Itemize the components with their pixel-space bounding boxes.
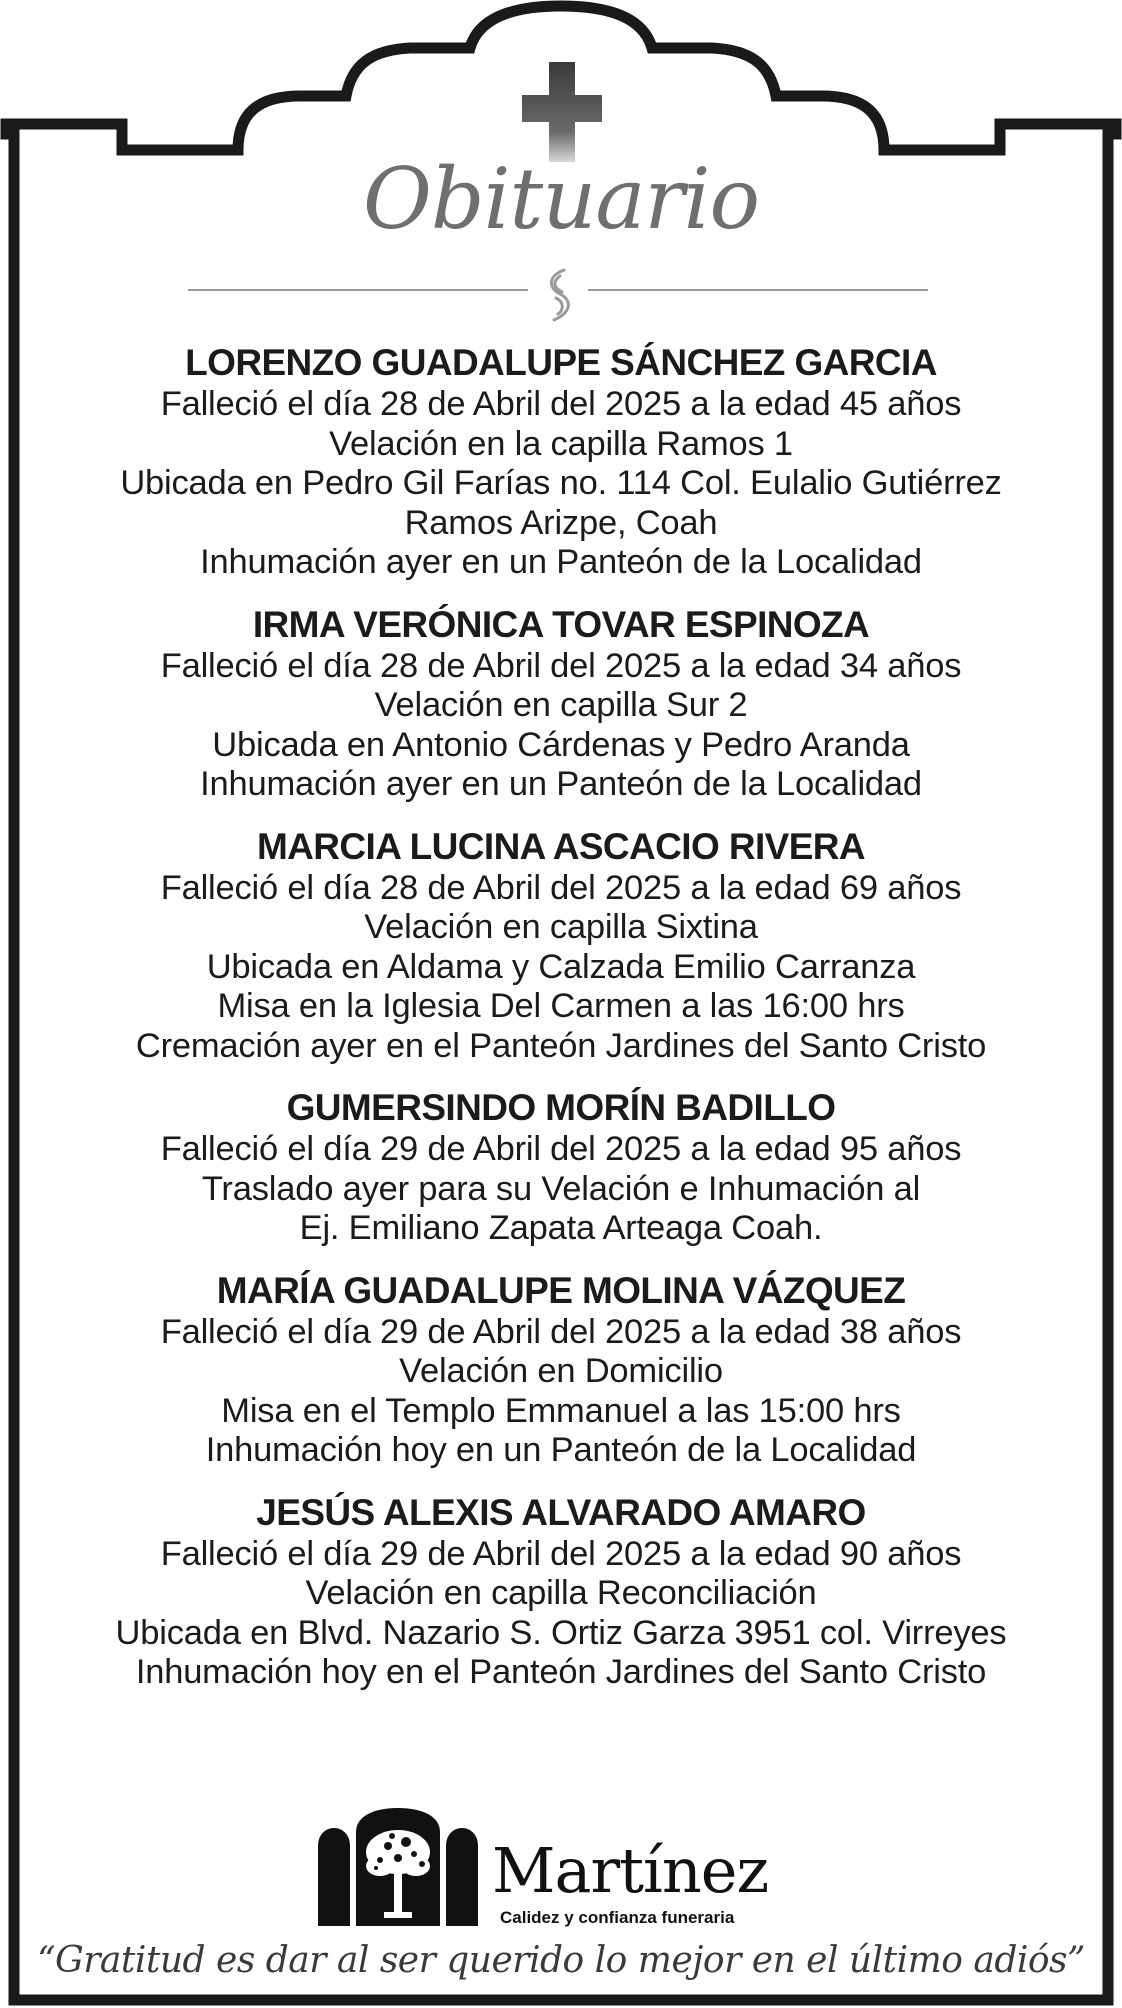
entry-detail-line: Ubicada en Antonio Cárdenas y Pedro Aranda xyxy=(212,725,910,764)
entry-detail-line: Misa en el Templo Emmanuel a las 15:00 hrs xyxy=(221,1391,901,1430)
entry-detail-line: Falleció el día 29 de Abril del 2025 a la edad 90 años xyxy=(160,1534,962,1573)
entry-detail-line: Traslado ayer para su Velación e Inhumación al xyxy=(201,1169,921,1208)
deceased-name: LORENZO GUADALUPE SÁNCHEZ GARCIA xyxy=(185,342,937,383)
entry-detail-line: Cremación ayer en el Panteón Jardines del Santo Cristo xyxy=(135,1026,987,1065)
entry-detail-line: Ubicada en Pedro Gil Farías no. 114 Col. Eulalio Gutiérrez xyxy=(120,464,1002,502)
entry-detail-line: Misa en la Iglesia Del Carmen a las 16:00 hrs xyxy=(217,987,905,1025)
entry-detail-line: Velación en capilla Sur 2 xyxy=(374,686,748,724)
entry-detail-line: Velación en Domicilio xyxy=(399,1352,723,1390)
entry-detail-line: Falleció el día 29 de Abril del 2025 a la edad 95 años xyxy=(160,1130,962,1168)
deceased-name: MARCIA LUCINA ASCACIO RIVERA xyxy=(256,825,866,867)
funeral-home-logo-icon xyxy=(318,1806,478,1926)
entry-detail-line: Inhumación hoy en el Panteón Jardines del Santo Cristo xyxy=(135,1653,987,1691)
obituary-entry xyxy=(40,1490,1082,1693)
obituary-entry xyxy=(40,340,1082,583)
entry-detail-line: Ramos Arizpe, Coah xyxy=(404,503,718,542)
deceased-name: IRMA VERÓNICA TOVAR ESPINOZA xyxy=(252,603,870,645)
flourish-icon xyxy=(551,270,568,320)
obituary-list xyxy=(40,340,1082,1712)
cross-icon xyxy=(522,62,602,162)
brand-name: Martínez xyxy=(492,1834,769,1907)
entry-detail-line: Falleció el día 28 de Abril del 2025 a la edad 69 años xyxy=(160,868,962,907)
entry-detail-line: Falleció el día 28 de Abril del 2025 a la edad 34 años xyxy=(160,646,962,685)
deceased-name: GUMERSINDO MORÍN BADILLO xyxy=(286,1087,836,1128)
ornamental-divider xyxy=(188,268,928,324)
obituary-entry xyxy=(40,1268,1082,1471)
entry-detail-line: Falleció el día 28 de Abril del 2025 a la edad 45 años xyxy=(160,385,962,423)
footer-quote: “Gratitud es dar al ser querido lo mejor en el último adiós” xyxy=(37,1940,1085,1981)
entry-detail-line: Falleció el día 29 de Abril del 2025 a la edad 38 años xyxy=(160,1312,962,1351)
entry-detail-line: Velación en la capilla Ramos 1 xyxy=(329,424,793,463)
entry-detail-line: Inhumación hoy en un Panteón de la Localidad xyxy=(205,1431,917,1469)
entry-detail-line: Velación en capilla Sixtina xyxy=(364,908,758,946)
deceased-name: JESÚS ALEXIS ALVARADO AMARO xyxy=(256,1491,866,1533)
obituary-entry xyxy=(40,602,1082,805)
deceased-name: MARÍA GUADALUPE MOLINA VÁZQUEZ xyxy=(216,1269,906,1311)
obituary-entry xyxy=(40,824,1082,1067)
obituary-entry xyxy=(40,1085,1082,1249)
entry-detail-line: Ubicada en Aldama y Calzada Emilio Carranza xyxy=(206,947,916,986)
entry-detail-line: Velación en capilla Reconciliación xyxy=(305,1574,817,1612)
brand-tagline: Calidez y confianza funeraria xyxy=(500,1908,735,1927)
page-title: Obituario xyxy=(362,150,760,248)
entry-detail-line: Ubicada en Blvd. Nazario S. Ortiz Garza 3951 col. Virreyes xyxy=(115,1613,1007,1652)
entry-detail-line: Ej. Emiliano Zapata Arteaga Coah. xyxy=(299,1209,823,1247)
entry-detail-line: Inhumación ayer en un Panteón de la Localidad xyxy=(200,765,922,803)
entry-detail-line: Inhumación ayer en un Panteón de la Localidad xyxy=(200,543,922,581)
